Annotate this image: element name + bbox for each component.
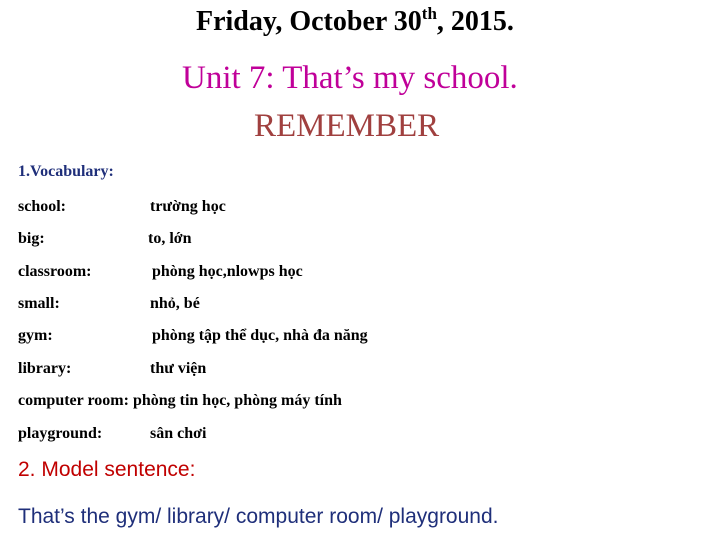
section-title: REMEMBER [254,108,440,144]
model-sentence-heading: 2. Model sentence: [18,458,196,481]
vocab-meaning-school: trường học [150,198,226,215]
date-title [196,6,514,38]
vocab-meaning-gym: phòng tập thể dục, nhà đa năng [152,327,368,344]
unit-title: Unit 7: That’s my school. [182,60,518,96]
vocab-meaning-computer-room: phòng tin học, phòng máy tính [132,392,342,409]
vocab-meaning-library: thư viện [150,360,207,377]
vocab-word-computer-room-label: computer room: [18,392,129,409]
vocab-word-school: school: [18,198,66,215]
vocab-word-classroom: classroom: [18,263,92,280]
vocab-word-playground: playground: [18,425,103,442]
date-superscript: th [421,4,437,23]
vocab-meaning-small: nhỏ, bé [150,295,200,312]
vocab-meaning-big: to, lớn [148,230,192,247]
vocab-word-small: small: [18,295,60,312]
vocab-meaning-playground: sân chơi [150,425,207,442]
vocabulary-heading: 1.Vocabulary: [18,163,114,180]
vocab-word-computer-room [18,392,342,410]
vocab-word-big: big: [18,230,45,247]
date-prefix: Friday, October 30 [196,6,422,37]
model-sentence-text: That’s the gym/ library/ computer room/ playground. [18,505,499,528]
vocab-word-gym: gym: [18,327,53,344]
vocab-word-library: library: [18,360,72,377]
date-suffix: , 2015. [436,6,514,37]
vocab-meaning-classroom: phòng học,nlowps học [152,263,303,280]
